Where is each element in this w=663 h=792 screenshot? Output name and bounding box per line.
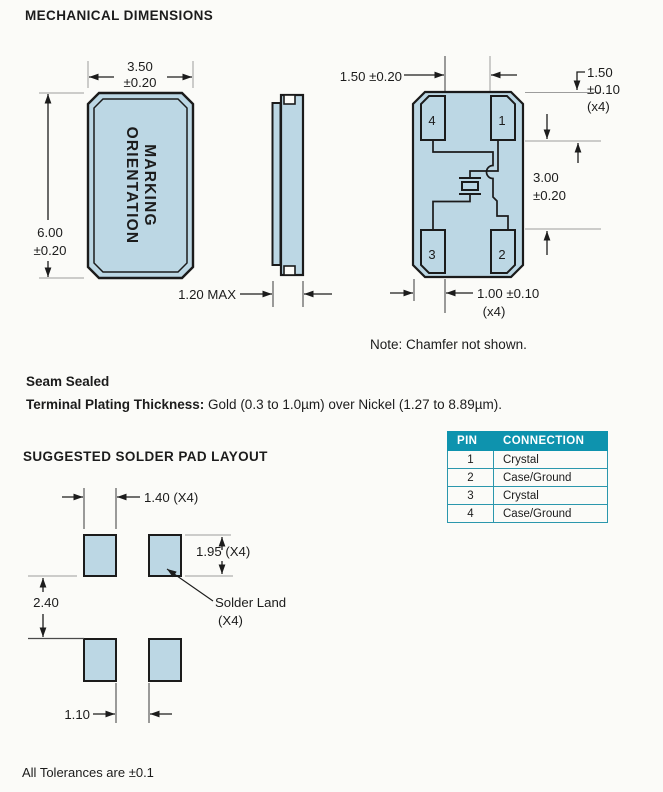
side-view-body xyxy=(281,95,303,275)
dim-front-width-tol: ±0.20 xyxy=(123,75,157,90)
solder-layout-title: SUGGESTED SOLDER PAD LAYOUT xyxy=(23,449,268,464)
connection-cell: Crystal xyxy=(494,451,608,469)
leader-line xyxy=(577,72,585,80)
pad-number-1: 1 xyxy=(498,113,506,128)
dim-side-thickness: 1.20 MAX xyxy=(178,287,236,302)
dim-pad-width-qty: (x4) xyxy=(482,304,506,319)
tolerance-note: All Tolerances are ±0.1 xyxy=(22,765,154,780)
side-view-terminal-bottom xyxy=(284,266,295,275)
solder-pad xyxy=(84,535,116,576)
solder-pad xyxy=(84,639,116,681)
page-title: MECHANICAL DIMENSIONS xyxy=(25,8,214,23)
plating-note xyxy=(26,397,502,412)
dim-pad-len-value: 1.50 xyxy=(587,65,613,80)
dim-layout-pad-height: 1.95 (X4) xyxy=(196,544,251,559)
chamfer-note: Note: Chamfer not shown. xyxy=(370,337,527,352)
side-view xyxy=(178,95,332,307)
front-view xyxy=(34,59,193,278)
marking-orientation-line2: ORIENTATION xyxy=(123,126,140,245)
mechanical-drawing xyxy=(0,0,663,360)
dim-pad-len-qty: (x4) xyxy=(587,99,610,114)
plating-value: Gold (0.3 to 1.0µm) over Nickel (1.27 to 8.89µm). xyxy=(204,397,502,412)
marking-orientation-line1: MARKING xyxy=(141,144,158,227)
bottom-view xyxy=(340,56,620,319)
solder-pad-layout-drawing xyxy=(0,478,663,738)
solder-land-label-line2: (X4) xyxy=(218,613,243,628)
dim-inner-gap-tol: ±0.20 xyxy=(533,188,566,203)
pad-number-4: 4 xyxy=(428,113,436,128)
connection-cell: Case/Ground xyxy=(494,469,608,487)
pad-number-3: 3 xyxy=(428,247,436,262)
dim-pad-gap: 1.50 ±0.20 xyxy=(339,69,402,84)
pin-cell: 4 xyxy=(448,505,494,523)
seam-sealed-note: Seam Sealed xyxy=(26,374,110,389)
crystal-symbol xyxy=(462,182,478,190)
dim-inner-gap-value: 3.00 xyxy=(533,170,559,185)
table-header-row xyxy=(448,432,608,451)
dim-front-height-tol: ±0.20 xyxy=(33,243,67,258)
connection-column-header: CONNECTION xyxy=(494,432,608,451)
dim-layout-pad-width: 1.40 (X4) xyxy=(144,490,199,505)
dim-layout-col-gap: 1.10 xyxy=(64,707,90,722)
table-row xyxy=(448,451,608,469)
dim-front-height-value: 6.00 xyxy=(37,225,63,240)
connection-cell: Case/Ground xyxy=(494,505,608,523)
dim-layout-row-gap: 2.40 xyxy=(33,595,59,610)
pin-cell: 3 xyxy=(448,487,494,505)
pad-number-2: 2 xyxy=(498,247,506,262)
leader-arrow xyxy=(167,569,213,601)
pin-cell: 2 xyxy=(448,469,494,487)
solder-land-label-line1: Solder Land xyxy=(215,595,287,610)
side-view-lid xyxy=(273,103,281,265)
pin-cell: 1 xyxy=(448,451,494,469)
connection-cell: Crystal xyxy=(494,487,608,505)
solder-pad xyxy=(149,535,181,576)
dim-front-width-value: 3.50 xyxy=(127,59,153,74)
solder-pad xyxy=(149,639,181,681)
pin-column-header: PIN xyxy=(448,432,494,451)
plating-label: Terminal Plating Thickness: xyxy=(26,397,205,412)
dim-pad-width: 1.00 ±0.10 xyxy=(477,286,540,301)
side-view-terminal-top xyxy=(284,95,295,104)
dim-pad-len-tol: ±0.10 xyxy=(587,82,620,97)
